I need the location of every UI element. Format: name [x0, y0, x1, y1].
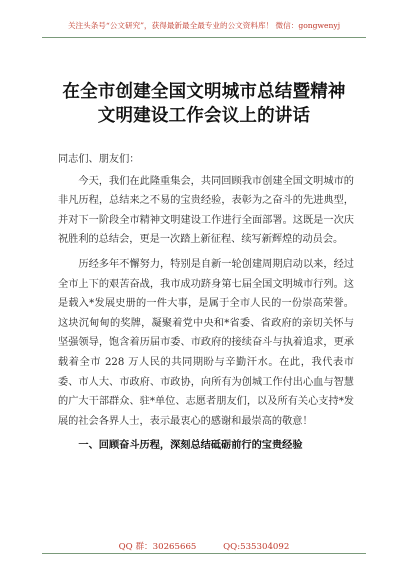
title-line-2: 文明建设工作会议上的讲话: [97, 106, 311, 126]
title-line-1: 在全市创建全国文明城市总结暨精神: [62, 82, 346, 102]
paragraph-1: 今天，我们在此隆重集会，共同回顾我市创建全国文明城市的非凡历程，总结来之不易的宝贵经验，表彰为之奋斗的先进典型，并对下一阶段全市精神文明建设工作进行全面部署。这既是一次庆祝胜利的总结会，更是一次踏上新征程、续写新辉煌的动员会。: [58, 175, 354, 246]
header-divider: [42, 37, 366, 38]
document-title: [20, 80, 388, 128]
section-heading: 一、回顾奋斗历程，深刻总结砥砺前行的宝贵经验: [78, 439, 303, 452]
footer-qq-group: QQ 群：30265665: [118, 542, 197, 552]
header-banner: 关注头条号“公文研究”，获得最新最全最专业的公文资料库！ 微信：gongwenyj: [67, 21, 341, 30]
salutation: 同志们、朋友们：: [58, 154, 140, 165]
footer-qq: QQ:535304092: [223, 542, 290, 552]
document-body: [58, 150, 354, 461]
footer-contact: [0, 540, 408, 552]
footer-divider: [42, 553, 366, 554]
paragraph-2: 历经多年不懈努力，特别是自新一轮创建周期启动以来，经过全市上下的艰苦奋战，我市成功跻身第七届全国文明城市行列。这是载入*发展史册的一件大事，是属于全市人民的一份崇高荣誉。这块沉甸甸的奖牌，凝聚着党中央和*省委、省政府的亲切关怀与坚强领导，饱含着历届市委、市政府的接续奋斗与执着追求，更承载着全市 228 万人民的共同期盼与辛勤汗水。在此，我代表市委、市人大、市政府、市政协，向所有为创城工作付出心血与智慧的广大干部群众、驻*单位、志愿者朋友们，以及所有关心支持*发展的社会各界人士，表示最衷心的感谢和最崇高的敬意！: [58, 258, 354, 427]
